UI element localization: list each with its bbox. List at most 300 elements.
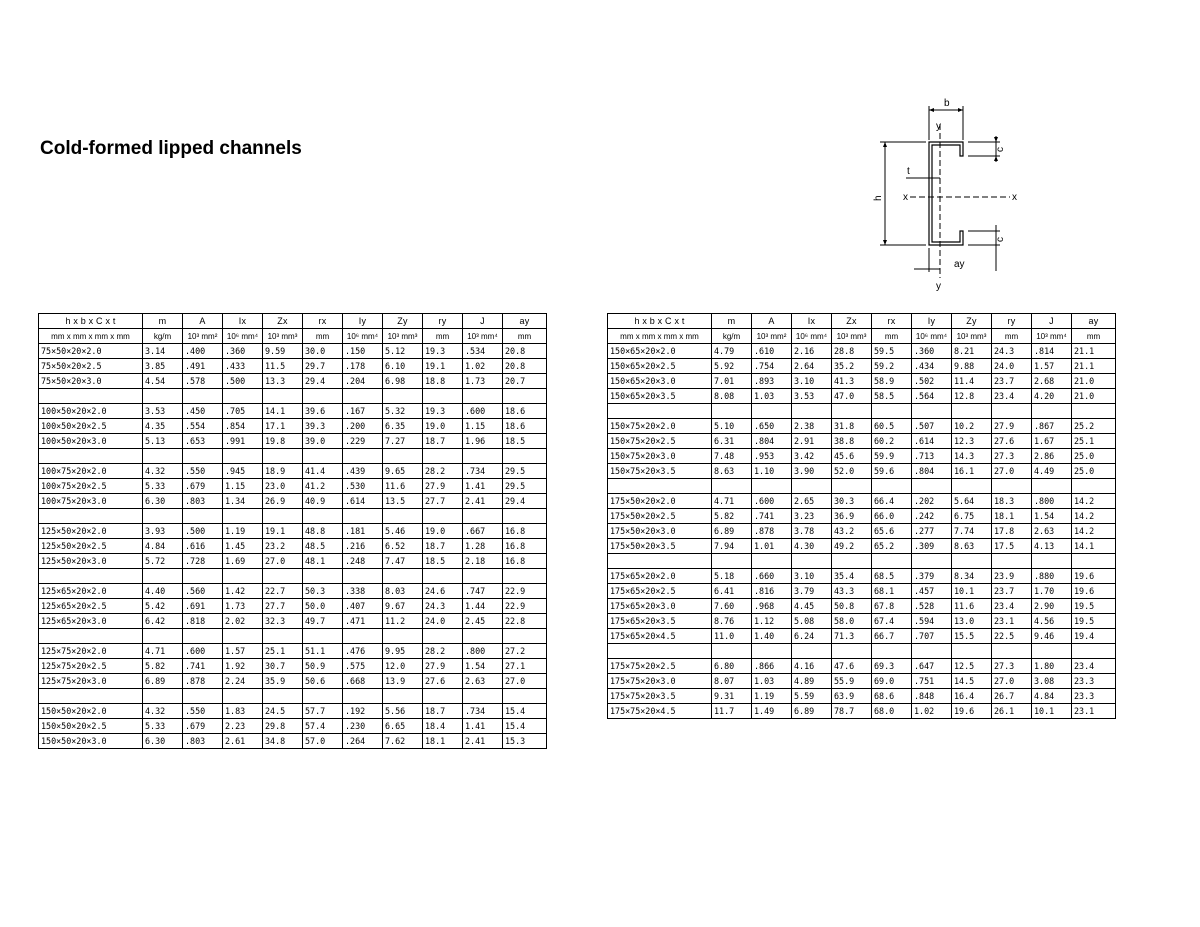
table-row-cell-0: 150×65×20×3.0 <box>608 374 712 389</box>
spacer-row-cell-3 <box>223 569 263 584</box>
table-row-cell-3: .705 <box>223 404 263 419</box>
table-row-cell-1: 6.80 <box>712 659 752 674</box>
table-row-cell-1: 5.82 <box>143 659 183 674</box>
spacer-row-cell-0 <box>608 479 712 494</box>
units-row-cell-10: mm <box>1072 329 1116 344</box>
spacer-row-cell-9 <box>1032 554 1072 569</box>
table-row-cell-10: 19.4 <box>1072 629 1116 644</box>
table-row-cell-9: 4.84 <box>1032 689 1072 704</box>
table-row-cell-7: 14.5 <box>952 674 992 689</box>
table-row-cell-6: .178 <box>343 359 383 374</box>
table-row-cell-7: 13.9 <box>383 674 423 689</box>
table-row-cell-10: 20.8 <box>503 344 547 359</box>
table-row <box>608 689 1116 704</box>
table-row-cell-6: .439 <box>343 464 383 479</box>
table-row-cell-8: 24.6 <box>423 584 463 599</box>
table-row-cell-8: 19.3 <box>423 404 463 419</box>
table-row-cell-3: 1.69 <box>223 554 263 569</box>
table-row-cell-0: 125×65×20×2.5 <box>39 599 143 614</box>
table-row-cell-6: .202 <box>912 494 952 509</box>
table-row <box>39 479 547 494</box>
table-row-cell-0: 175×65×20×2.0 <box>608 569 712 584</box>
table-row-cell-4: 26.9 <box>263 494 303 509</box>
spacer-row-cell-10 <box>503 689 547 704</box>
table-row-cell-0: 100×75×20×3.0 <box>39 494 143 509</box>
table-row-cell-1: 6.42 <box>143 614 183 629</box>
table-row <box>608 359 1116 374</box>
table-row-cell-10: 14.2 <box>1072 509 1116 524</box>
table-row-cell-6: .457 <box>912 584 952 599</box>
header-row-cell-0: h x b x C x t <box>39 314 143 329</box>
spacer-row-cell-3 <box>792 479 832 494</box>
table-row-cell-3: 1.92 <box>223 659 263 674</box>
header-row-cell-7: Zy <box>383 314 423 329</box>
table-row-cell-4: 11.5 <box>263 359 303 374</box>
table-row-cell-4: 25.1 <box>263 644 303 659</box>
table-row-cell-3: 3.10 <box>792 569 832 584</box>
label-h: h <box>873 195 884 201</box>
table-row-cell-7: 7.74 <box>952 524 992 539</box>
table-row-cell-10: 19.6 <box>1072 569 1116 584</box>
table-row-cell-0: 125×65×20×3.0 <box>39 614 143 629</box>
table-row-cell-10: 23.3 <box>1072 689 1116 704</box>
table-row-cell-9: .734 <box>463 464 503 479</box>
spacer-row-cell-5 <box>872 479 912 494</box>
table-row-cell-1: 7.60 <box>712 599 752 614</box>
table-row <box>608 509 1116 524</box>
spacer-row <box>39 569 547 584</box>
spacer-row-cell-2 <box>752 404 792 419</box>
table-row-cell-8: 27.9 <box>423 659 463 674</box>
table-row-cell-3: 2.24 <box>223 674 263 689</box>
table-row-cell-8: 23.4 <box>992 599 1032 614</box>
header-row-cell-4: Zx <box>263 314 303 329</box>
table-row-cell-2: .650 <box>752 419 792 434</box>
table-row-cell-5: 57.7 <box>303 704 343 719</box>
spacer-row-cell-8 <box>992 479 1032 494</box>
table-row-cell-0: 150×75×20×2.5 <box>608 434 712 449</box>
table-row-cell-9: 4.20 <box>1032 389 1072 404</box>
table-row-cell-7: 10.2 <box>952 419 992 434</box>
table-row-cell-6: .309 <box>912 539 952 554</box>
table-row <box>39 494 547 509</box>
table-row-cell-7: 12.3 <box>952 434 992 449</box>
table-row-cell-8: 18.1 <box>992 509 1032 524</box>
table-row-cell-7: 5.56 <box>383 704 423 719</box>
table-row-cell-9: 1.02 <box>463 359 503 374</box>
table-row-cell-7: 10.1 <box>952 584 992 599</box>
table-row-cell-3: 1.57 <box>223 644 263 659</box>
table-body-right <box>608 314 1116 719</box>
header-row-cell-2: A <box>752 314 792 329</box>
table-row-cell-6: .471 <box>343 614 383 629</box>
table-row-cell-6: .181 <box>343 524 383 539</box>
table-row-cell-1: 11.7 <box>712 704 752 719</box>
table-row-cell-5: 50.3 <box>303 584 343 599</box>
table-row-cell-1: 5.33 <box>143 479 183 494</box>
table-row-cell-1: 4.32 <box>143 464 183 479</box>
table-row-cell-2: 1.03 <box>752 674 792 689</box>
table-row-cell-3: 1.83 <box>223 704 263 719</box>
table-row-cell-1: 4.35 <box>143 419 183 434</box>
spacer-row-cell-10 <box>1072 479 1116 494</box>
table-row-cell-0: 125×50×20×2.0 <box>39 524 143 539</box>
table-row-cell-0: 175×50×20×2.5 <box>608 509 712 524</box>
label-y-bottom: y <box>936 281 941 292</box>
table-row-cell-2: .600 <box>752 494 792 509</box>
table-row-cell-2: 1.01 <box>752 539 792 554</box>
table-row-cell-10: 21.1 <box>1072 344 1116 359</box>
spacer-row-cell-5 <box>872 404 912 419</box>
table-row <box>608 659 1116 674</box>
table-row <box>39 734 547 749</box>
table-row-cell-1: 6.41 <box>712 584 752 599</box>
table-row-cell-6: .379 <box>912 569 952 584</box>
table-row-cell-7: 16.4 <box>952 689 992 704</box>
header-row-cell-9: J <box>463 314 503 329</box>
table-row-cell-5: 68.5 <box>872 569 912 584</box>
label-ay: ay <box>954 259 965 270</box>
table-row-cell-6: .248 <box>343 554 383 569</box>
table-row-cell-6: .647 <box>912 659 952 674</box>
spacer-row-cell-3 <box>223 389 263 404</box>
table-row-cell-2: 1.19 <box>752 689 792 704</box>
table-row-cell-7: 7.27 <box>383 434 423 449</box>
table-row-cell-10: 25.1 <box>1072 434 1116 449</box>
table-row-cell-9: 10.1 <box>1032 704 1072 719</box>
table-row-cell-4: 18.9 <box>263 464 303 479</box>
table-row-cell-5: 65.2 <box>872 539 912 554</box>
table-row-cell-9: 1.73 <box>463 374 503 389</box>
table-row <box>608 704 1116 719</box>
table-row-cell-1: 5.72 <box>143 554 183 569</box>
table-row-cell-7: 15.5 <box>952 629 992 644</box>
table-row-cell-5: 66.4 <box>872 494 912 509</box>
spacer-row-cell-10 <box>503 569 547 584</box>
spacer-row-cell-8 <box>423 689 463 704</box>
table-row-cell-8: 23.7 <box>992 374 1032 389</box>
table-row <box>608 524 1116 539</box>
table-row-cell-7: 6.75 <box>952 509 992 524</box>
table-row-cell-10: 22.9 <box>503 599 547 614</box>
table-row-cell-4: 9.59 <box>263 344 303 359</box>
table-row-cell-8: 28.2 <box>423 644 463 659</box>
spacer-row-cell-9 <box>1032 404 1072 419</box>
table-row-cell-6: .564 <box>912 389 952 404</box>
table-row-cell-9: 1.28 <box>463 539 503 554</box>
table-row-cell-0: 175×65×20×3.0 <box>608 599 712 614</box>
table-row-cell-9: 2.63 <box>1032 524 1072 539</box>
table-row-cell-2: 1.10 <box>752 464 792 479</box>
units-row-cell-0: mm x mm x mm x mm <box>608 329 712 344</box>
table-row-cell-6: .264 <box>343 734 383 749</box>
table-row-cell-9: .734 <box>463 704 503 719</box>
table-row <box>608 569 1116 584</box>
table-row-cell-0: 100×75×20×2.0 <box>39 464 143 479</box>
table-row-cell-2: .804 <box>752 434 792 449</box>
table-row-cell-3: 3.79 <box>792 584 832 599</box>
header-row-cell-0: h x b x C x t <box>608 314 712 329</box>
spacer-row-cell-0 <box>608 554 712 569</box>
table-row-cell-2: .968 <box>752 599 792 614</box>
table-row-cell-3: 3.10 <box>792 374 832 389</box>
units-row-cell-3: 10⁶ mm⁴ <box>223 329 263 344</box>
table-row-cell-10: 14.2 <box>1072 524 1116 539</box>
spacer-row-cell-9 <box>463 689 503 704</box>
spacer-row-cell-9 <box>1032 479 1072 494</box>
spacer-row-cell-7 <box>383 569 423 584</box>
table-row-cell-3: .945 <box>223 464 263 479</box>
table-row-cell-3: 5.59 <box>792 689 832 704</box>
table-row-cell-0: 175×75×20×2.5 <box>608 659 712 674</box>
table-row-cell-5: 59.9 <box>872 449 912 464</box>
table-row-cell-2: .616 <box>183 539 223 554</box>
spacer-row-cell-7 <box>383 449 423 464</box>
table-row-cell-3: 2.91 <box>792 434 832 449</box>
table-row-cell-6: .668 <box>343 674 383 689</box>
table-row-cell-1: 5.33 <box>143 719 183 734</box>
spacer-row-cell-2 <box>752 554 792 569</box>
table-row-cell-1: 6.89 <box>143 674 183 689</box>
table-row-cell-9: .600 <box>463 404 503 419</box>
table-row-cell-5: 41.2 <box>303 479 343 494</box>
spacer-row-cell-5 <box>872 644 912 659</box>
table-row-cell-10: 19.6 <box>1072 584 1116 599</box>
units-row-cell-4: 10³ mm³ <box>263 329 303 344</box>
table-row-cell-2: .818 <box>183 614 223 629</box>
table-row-cell-3: .854 <box>223 419 263 434</box>
table-row-cell-9: 2.45 <box>463 614 503 629</box>
table-row-cell-10: 29.4 <box>503 494 547 509</box>
table-row-cell-4: 78.7 <box>832 704 872 719</box>
spacer-row-cell-10 <box>1072 644 1116 659</box>
table-row-cell-7: 11.6 <box>952 599 992 614</box>
header-row-cell-10: ay <box>503 314 547 329</box>
table-row-cell-1: 6.31 <box>712 434 752 449</box>
table-row-cell-6: .530 <box>343 479 383 494</box>
table-row-cell-8: 24.0 <box>423 614 463 629</box>
spacer-row-cell-6 <box>343 689 383 704</box>
units-row-cell-5: mm <box>303 329 343 344</box>
spacer-row-cell-0 <box>39 629 143 644</box>
table-row-cell-2: .679 <box>183 479 223 494</box>
table-row-cell-4: 30.7 <box>263 659 303 674</box>
table-row-cell-3: 1.73 <box>223 599 263 614</box>
table-row-cell-9: 1.54 <box>463 659 503 674</box>
table-row-cell-6: .204 <box>343 374 383 389</box>
table-row-cell-1: 8.08 <box>712 389 752 404</box>
table-row <box>608 674 1116 689</box>
table-row-cell-3: 2.65 <box>792 494 832 509</box>
table-row-cell-5: 29.7 <box>303 359 343 374</box>
table-row-cell-4: 23.0 <box>263 479 303 494</box>
table-row-cell-5: 48.5 <box>303 539 343 554</box>
table-row-cell-3: 3.78 <box>792 524 832 539</box>
table-row-cell-1: 6.30 <box>143 734 183 749</box>
header-row-cell-6: Iy <box>912 314 952 329</box>
spacer-row <box>608 479 1116 494</box>
table-row-cell-0: 75×50×20×2.0 <box>39 344 143 359</box>
units-row-cell-8: mm <box>423 329 463 344</box>
table-row-cell-1: 6.30 <box>143 494 183 509</box>
spacer-row-cell-0 <box>608 404 712 419</box>
table-row-cell-0: 150×75×20×3.5 <box>608 464 712 479</box>
table-row-cell-7: 7.47 <box>383 554 423 569</box>
table-row-cell-3: 4.89 <box>792 674 832 689</box>
table-row-cell-9: 9.46 <box>1032 629 1072 644</box>
table-row-cell-5: 68.1 <box>872 584 912 599</box>
spacer-row-cell-6 <box>343 389 383 404</box>
table-row-cell-0: 150×75×20×2.0 <box>608 419 712 434</box>
table-row-cell-1: 11.0 <box>712 629 752 644</box>
table-row-cell-7: 11.2 <box>383 614 423 629</box>
table-row-cell-9: 4.13 <box>1032 539 1072 554</box>
spacer-row-cell-0 <box>608 644 712 659</box>
table-row-cell-6: .434 <box>912 359 952 374</box>
table-row-cell-2: .803 <box>183 494 223 509</box>
spacer-row-cell-4 <box>263 389 303 404</box>
table-row-cell-1: 5.42 <box>143 599 183 614</box>
units-row-cell-5: mm <box>872 329 912 344</box>
table-row <box>608 629 1116 644</box>
table-row-cell-1: 7.94 <box>712 539 752 554</box>
spacer-row-cell-2 <box>752 644 792 659</box>
spacer-row-cell-0 <box>39 569 143 584</box>
table-row-cell-10: 19.5 <box>1072 599 1116 614</box>
table-row-cell-4: 58.0 <box>832 614 872 629</box>
table-row-cell-3: 2.23 <box>223 719 263 734</box>
table-row-cell-5: 66.0 <box>872 509 912 524</box>
table-row <box>39 674 547 689</box>
spacer-row-cell-5 <box>303 569 343 584</box>
table-row-cell-1: 8.07 <box>712 674 752 689</box>
table-row-cell-10: 15.4 <box>503 719 547 734</box>
header-row-cell-5: rx <box>303 314 343 329</box>
table-row-cell-6: .277 <box>912 524 952 539</box>
table-row-cell-1: 9.31 <box>712 689 752 704</box>
table-row-cell-0: 75×50×20×3.0 <box>39 374 143 389</box>
table-row-cell-10: 21.0 <box>1072 374 1116 389</box>
table-row <box>608 449 1116 464</box>
table-row-cell-5: 60.2 <box>872 434 912 449</box>
table-row-cell-3: 1.42 <box>223 584 263 599</box>
table-row-cell-3: 3.42 <box>792 449 832 464</box>
table-row-cell-3: 3.53 <box>792 389 832 404</box>
table-row-cell-8: 23.4 <box>992 389 1032 404</box>
table-row-cell-5: 60.5 <box>872 419 912 434</box>
table-row-cell-8: 17.8 <box>992 524 1032 539</box>
table-row <box>608 464 1116 479</box>
table-row <box>608 599 1116 614</box>
units-row-cell-1: kg/m <box>143 329 183 344</box>
table-row <box>39 539 547 554</box>
table-row-cell-4: 63.9 <box>832 689 872 704</box>
table-row-cell-9: 1.67 <box>1032 434 1072 449</box>
units-row-cell-2: 10³ mm² <box>752 329 792 344</box>
table-row-cell-9: 2.86 <box>1032 449 1072 464</box>
table-row-cell-7: 8.63 <box>952 539 992 554</box>
header-row-cell-7: Zy <box>952 314 992 329</box>
table-row-cell-2: .679 <box>183 719 223 734</box>
spacer-row <box>608 404 1116 419</box>
table-row-cell-10: 18.5 <box>503 434 547 449</box>
table-row-cell-7: 12.8 <box>952 389 992 404</box>
table-row-cell-6: .528 <box>912 599 952 614</box>
spacer-row-cell-5 <box>303 689 343 704</box>
table-row-cell-10: 25.0 <box>1072 449 1116 464</box>
table-row-cell-2: 1.49 <box>752 704 792 719</box>
spacer-row-cell-6 <box>912 479 952 494</box>
table-row-cell-9: 4.56 <box>1032 614 1072 629</box>
spacer-row-cell-10 <box>503 389 547 404</box>
spacer-row-cell-9 <box>463 629 503 644</box>
spacer-row-cell-2 <box>183 689 223 704</box>
spacer-row-cell-8 <box>423 629 463 644</box>
table-row-cell-3: 3.90 <box>792 464 832 479</box>
table-row-cell-2: .600 <box>183 644 223 659</box>
table-row-cell-0: 175×65×20×2.5 <box>608 584 712 599</box>
units-row-cell-10: mm <box>503 329 547 344</box>
table-row-cell-8: 27.0 <box>992 674 1032 689</box>
table-row-cell-9: 1.54 <box>1032 509 1072 524</box>
table-row-cell-1: 5.18 <box>712 569 752 584</box>
channel-outline <box>929 142 963 245</box>
table-row-cell-5: 59.2 <box>872 359 912 374</box>
table-row <box>39 344 547 359</box>
table-row-cell-3: 1.45 <box>223 539 263 554</box>
table-row-cell-9: 3.08 <box>1032 674 1072 689</box>
table-row-cell-8: 27.9 <box>992 419 1032 434</box>
table-row-cell-4: 55.9 <box>832 674 872 689</box>
table-row-cell-7: 19.6 <box>952 704 992 719</box>
units-row-cell-8: mm <box>992 329 1032 344</box>
spacer-row-cell-1 <box>143 689 183 704</box>
table-row-cell-2: 1.12 <box>752 614 792 629</box>
table-row-cell-7: 11.6 <box>383 479 423 494</box>
table-row-cell-3: 2.64 <box>792 359 832 374</box>
units-row <box>39 329 547 344</box>
table-row-cell-4: 29.8 <box>263 719 303 734</box>
table-row-cell-5: 48.1 <box>303 554 343 569</box>
spacer-row-cell-4 <box>263 449 303 464</box>
header-row-cell-1: m <box>712 314 752 329</box>
spacer-row-cell-4 <box>832 404 872 419</box>
units-row-cell-9: 10³ mm⁴ <box>463 329 503 344</box>
table-row-cell-9: 1.70 <box>1032 584 1072 599</box>
table-row-cell-9: 1.15 <box>463 419 503 434</box>
table-row-cell-4: 35.2 <box>832 359 872 374</box>
table-row-cell-4: 36.9 <box>832 509 872 524</box>
table-row-cell-7: 9.65 <box>383 464 423 479</box>
table-row-cell-1: 7.48 <box>712 449 752 464</box>
table-row-cell-8: 27.6 <box>423 674 463 689</box>
table-row-cell-3: .360 <box>223 344 263 359</box>
spacer-row-cell-2 <box>183 449 223 464</box>
header-row <box>39 314 547 329</box>
table-row-cell-5: 68.6 <box>872 689 912 704</box>
table-row-cell-2: .741 <box>752 509 792 524</box>
units-row <box>608 329 1116 344</box>
table-row-cell-0: 175×75×20×4.5 <box>608 704 712 719</box>
table-row <box>608 539 1116 554</box>
table-row-cell-6: .575 <box>343 659 383 674</box>
table-row-cell-1: 5.10 <box>712 419 752 434</box>
table-row <box>608 494 1116 509</box>
table-row-cell-1: 5.92 <box>712 359 752 374</box>
table-row-cell-6: .242 <box>912 509 952 524</box>
table-row-cell-4: 32.3 <box>263 614 303 629</box>
spacer-row-cell-9 <box>463 389 503 404</box>
